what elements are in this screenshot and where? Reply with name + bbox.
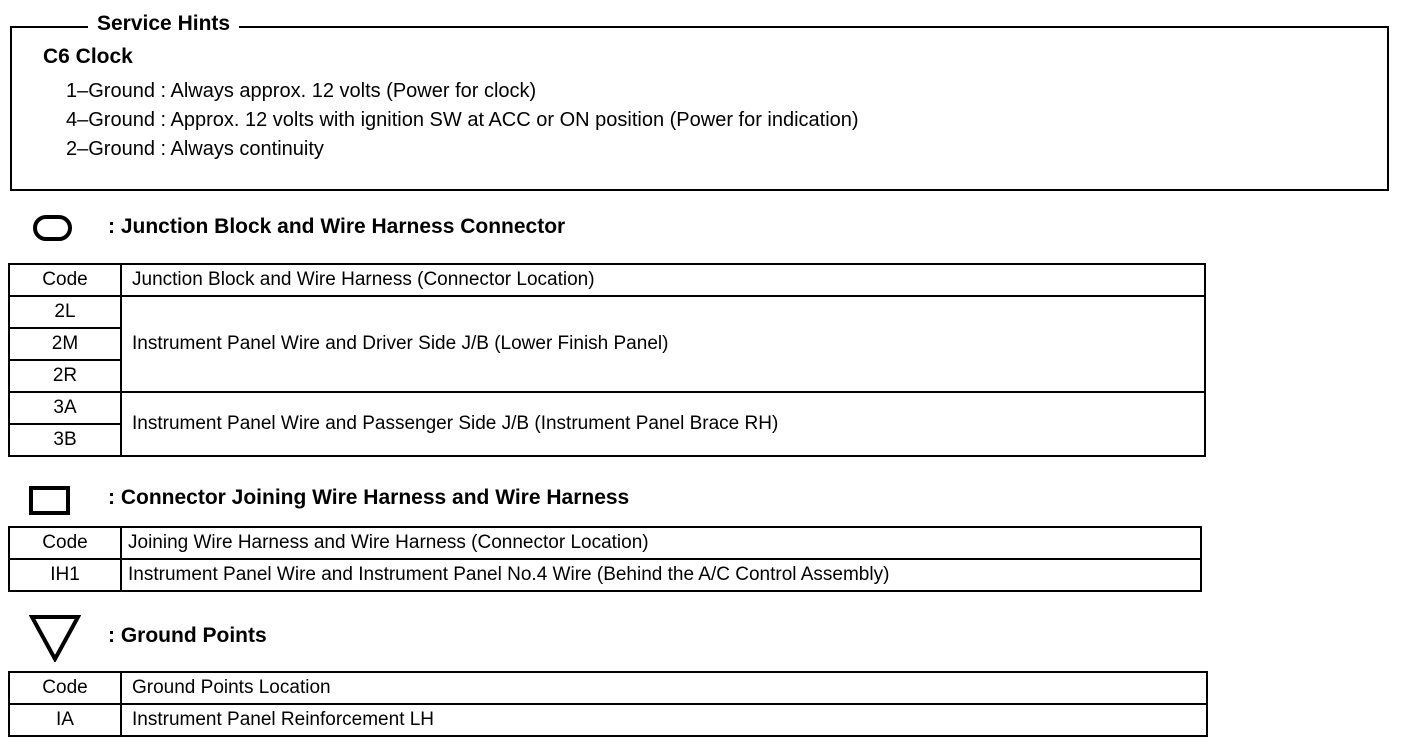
hint-line: 1–Ground : Always approx. 12 volts (Power for clock) — [66, 80, 537, 102]
code-cell: IH1 — [9, 559, 121, 591]
location-header: Junction Block and Wire Harness (Connector Location) — [121, 264, 1205, 296]
code-cell: 2R — [9, 360, 121, 392]
connector-table — [8, 526, 1202, 592]
table-row — [9, 296, 1205, 328]
location-header: Ground Points Location — [121, 672, 1207, 704]
code-header: Code — [9, 527, 121, 559]
table-row — [9, 559, 1201, 591]
location-cell: Instrument Panel Wire and Driver Side J/B (Lower Finish Panel) — [121, 296, 1205, 392]
connector-section-label: : Connector Joining Wire Harness and Wire Harness — [108, 486, 630, 509]
table-header-row — [9, 672, 1207, 704]
code-cell: IA — [9, 704, 121, 736]
rounded-rectangle-icon — [33, 215, 72, 241]
junction-section-label: : Junction Block and Wire Harness Connector — [108, 215, 566, 238]
service-hints-title: Service Hints — [88, 11, 239, 37]
code-cell: 3B — [9, 424, 121, 456]
junction-table — [8, 263, 1206, 457]
component-heading: C6 Clock — [43, 45, 133, 68]
hint-line: 2–Ground : Always continuity — [66, 138, 324, 160]
ground-section-label: : Ground Points — [108, 624, 267, 647]
location-cell: Instrument Panel Reinforcement LH — [121, 704, 1207, 736]
table-header-row — [9, 527, 1201, 559]
rectangle-icon — [29, 486, 70, 515]
code-cell: 2L — [9, 296, 121, 328]
hint-line: 4–Ground : Approx. 12 volts with ignition SW at ACC or ON position (Power for indication) — [66, 109, 859, 131]
code-header: Code — [9, 264, 121, 296]
location-header: Joining Wire Harness and Wire Harness (Connector Location) — [121, 527, 1201, 559]
code-cell: 3A — [9, 392, 121, 424]
code-cell: 2M — [9, 328, 121, 360]
location-cell: Instrument Panel Wire and Instrument Panel No.4 Wire (Behind the A/C Control Assembly) — [121, 559, 1201, 591]
location-cell: Instrument Panel Wire and Passenger Side J/B (Instrument Panel Brace RH) — [121, 392, 1205, 456]
table-row — [9, 704, 1207, 736]
table-header-row — [9, 264, 1205, 296]
code-header: Code — [9, 672, 121, 704]
ground-triangle-icon — [29, 614, 81, 662]
table-row — [9, 392, 1205, 424]
ground-table — [8, 671, 1208, 737]
